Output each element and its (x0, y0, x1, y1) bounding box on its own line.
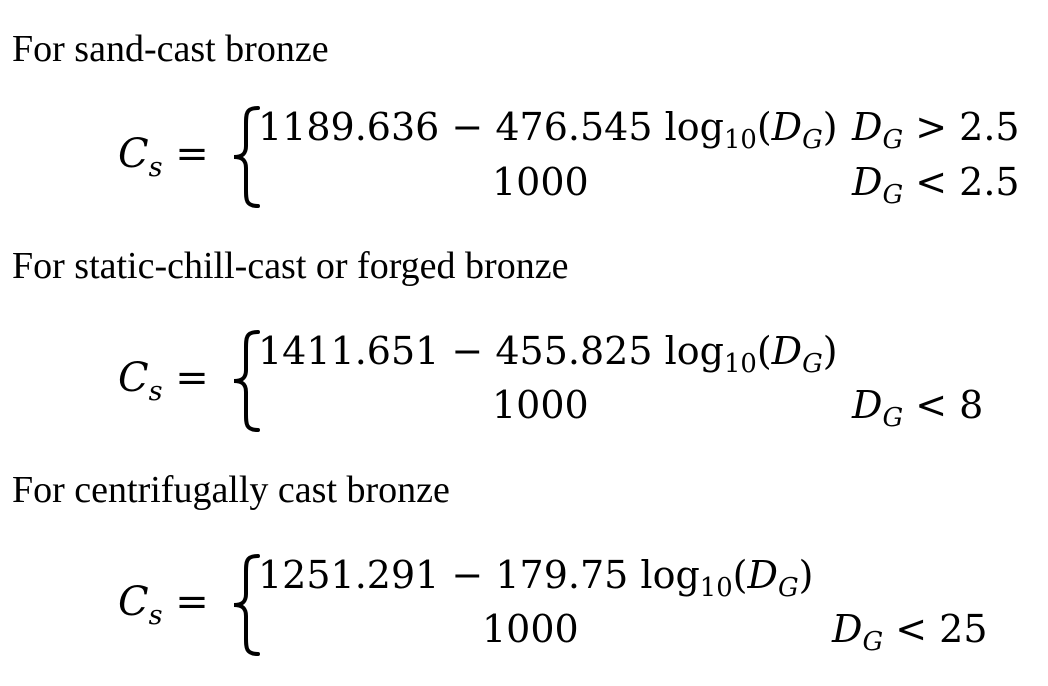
case-2-expression: 1000 (482, 607, 579, 651)
condition-2: $D_G < 8$ (852, 383, 984, 434)
case-1-expression: 1251.291 − 179.75 $\log_{10}(D_G)$ (258, 553, 814, 604)
condition-2: $D_G < 2.5$ (852, 160, 1020, 211)
heading-centrifugally-cast: For centrifugally cast bronze (12, 469, 450, 511)
cs-lhs: $C_s$ = (118, 355, 209, 407)
cs-lhs: $C_s$ = (118, 131, 209, 183)
case-2-expression: 1000 (492, 383, 589, 427)
case-1-expression: 1189.636 − 476.545 $\log_{10}(D_G)$ (258, 105, 838, 156)
condition-1: $D_G > 2.5$ (852, 105, 1020, 156)
case-1-expression: 1411.651 − 455.825 $\log_{10}(D_G)$ (258, 329, 838, 380)
heading-static-chill-cast: For static-chill-cast or forged bronze (12, 245, 569, 287)
left-brace-icon (228, 552, 262, 658)
heading-sand-cast: For sand-cast bronze (12, 28, 329, 70)
left-brace-icon (228, 328, 262, 434)
condition-2: $D_G < 25$ (832, 607, 988, 658)
case-2-expression: 1000 (492, 160, 589, 204)
left-brace-icon (228, 104, 262, 210)
cs-lhs: $C_s$ = (118, 579, 209, 631)
